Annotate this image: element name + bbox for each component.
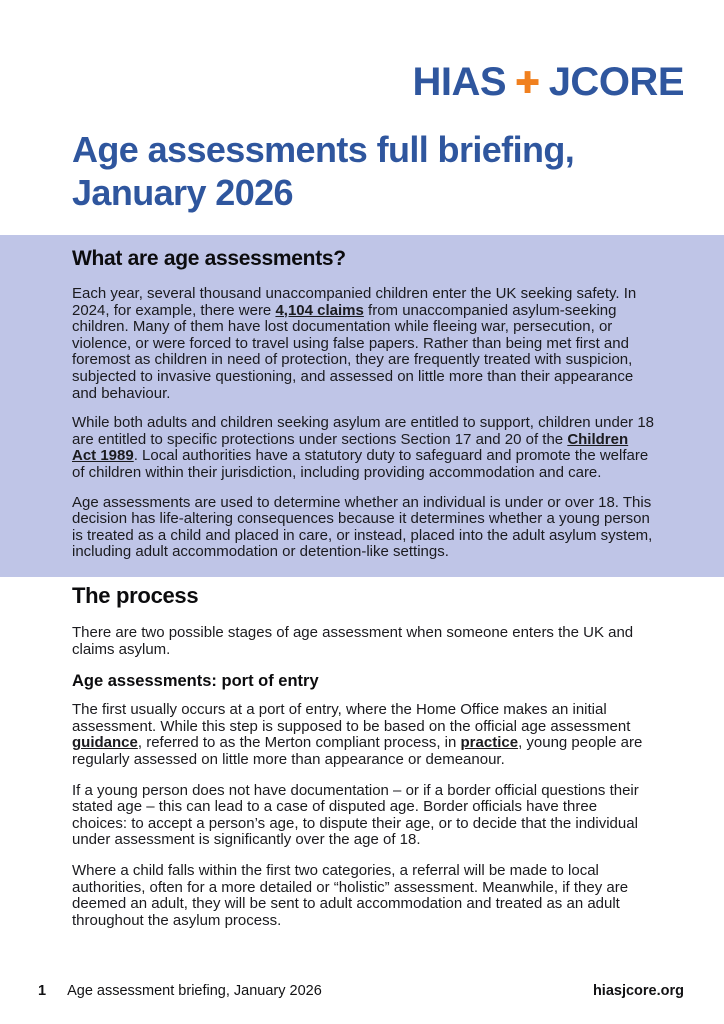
page-title-line-1: Age assessments full briefing, xyxy=(72,129,575,170)
text-segment: If a young person does not have documentation – or if a border official questions their stated age – this can lead to a case of disputed age. Border officials have three choices: to accept a person’s age, to dispute their age, or to decide that the individual under assessment is significantly over the age of 18. xyxy=(72,781,639,849)
paragraph-disputed-age xyxy=(72,783,656,849)
paragraph-two-stages xyxy=(72,625,656,658)
paragraph-claims-overview xyxy=(72,286,654,402)
footer-website-link[interactable]: hiasjcore.org xyxy=(592,983,684,999)
paragraph-children-act xyxy=(72,415,654,481)
text-segment: Each year, several thousand unaccompanied children enter the UK seeking safety. In 2024, for example, there were xyxy=(72,285,637,319)
page-title-line-2: January 2026 xyxy=(72,172,293,213)
paragraph-port-of-entry xyxy=(72,702,656,768)
text-segment: from unaccompanied asylum-seeking children. Many of them have lost documentation while fleeing war, persecution, or violence, or were forced to travel using false papers. Rather than being met first and foremost as children in need of protection, they are frequently treated with suspicion, subjected to invasive questioning, and assessed on little more than their appearance and behaviour. xyxy=(72,301,634,402)
text-segment: . Local authorities have a statutory duty to safeguard and promote the welfare of children within their jurisdiction, including providing accommodation and care. xyxy=(72,447,649,481)
inline-link[interactable]: guidance xyxy=(72,734,138,752)
plus-icon: ✚ xyxy=(515,65,540,101)
page-title xyxy=(72,128,692,214)
footer-document-label: Age assessment briefing, January 2026 xyxy=(67,983,322,999)
text-segment: The first usually occurs at a port of entry, where the Home Office makes an initial assessment. While this step is supposed to be based on the official age assessment xyxy=(72,701,631,735)
text-segment: While both adults and children seeking asylum are entitled to support, children under 18 are entitled to specific protections under sections Section 17 and 20 of the xyxy=(72,414,655,448)
text-segment: Age assessments are used to determine whether an individual is under or over 18. This decision has life-altering consequences because it determines whether a young person is treated as a child and placed in care, or instead, placed into the adult asylum system, including adult accommodation or detention-like settings. xyxy=(72,493,653,561)
the-process-section xyxy=(72,583,656,943)
header xyxy=(412,60,684,105)
inline-link[interactable]: Children Act 1989 xyxy=(72,430,629,465)
paragraph-referral-outcomes xyxy=(72,863,656,929)
section-heading-what-are-age-assessments: What are age assessments? xyxy=(72,247,346,270)
paragraph-assessment-consequences xyxy=(72,495,654,561)
section-heading-the-process: The process xyxy=(72,583,199,608)
text-segment: , young people are regularly assessed on little more than appearance or demeanour. xyxy=(72,734,643,768)
text-segment: , referred to as the Merton compliant process, in xyxy=(137,734,461,752)
inline-link[interactable]: practice xyxy=(460,734,519,752)
hias-wordmark: HIAS xyxy=(412,60,507,104)
page-footer xyxy=(38,983,684,999)
hias-jcore-logo xyxy=(412,60,684,105)
page-number: 1 xyxy=(38,983,47,999)
subheading-port-of-entry: Age assessments: port of entry xyxy=(72,672,319,691)
inline-link[interactable]: 4,104 claims xyxy=(275,301,364,319)
what-are-age-assessments-section xyxy=(0,235,724,577)
text-segment: There are two possible stages of age assessment when someone enters the UK and claims asylum. xyxy=(72,624,634,658)
jcore-wordmark: JCORE xyxy=(548,60,684,104)
text-segment: Where a child falls within the first two categories, a referral will be made to local authorities, often for a more detailed or “holistic” assessment. Meanwhile, if they are deemed an adult, they will be sent to adult accommodation and treated as an adult throughout the asylum process. xyxy=(72,861,629,929)
